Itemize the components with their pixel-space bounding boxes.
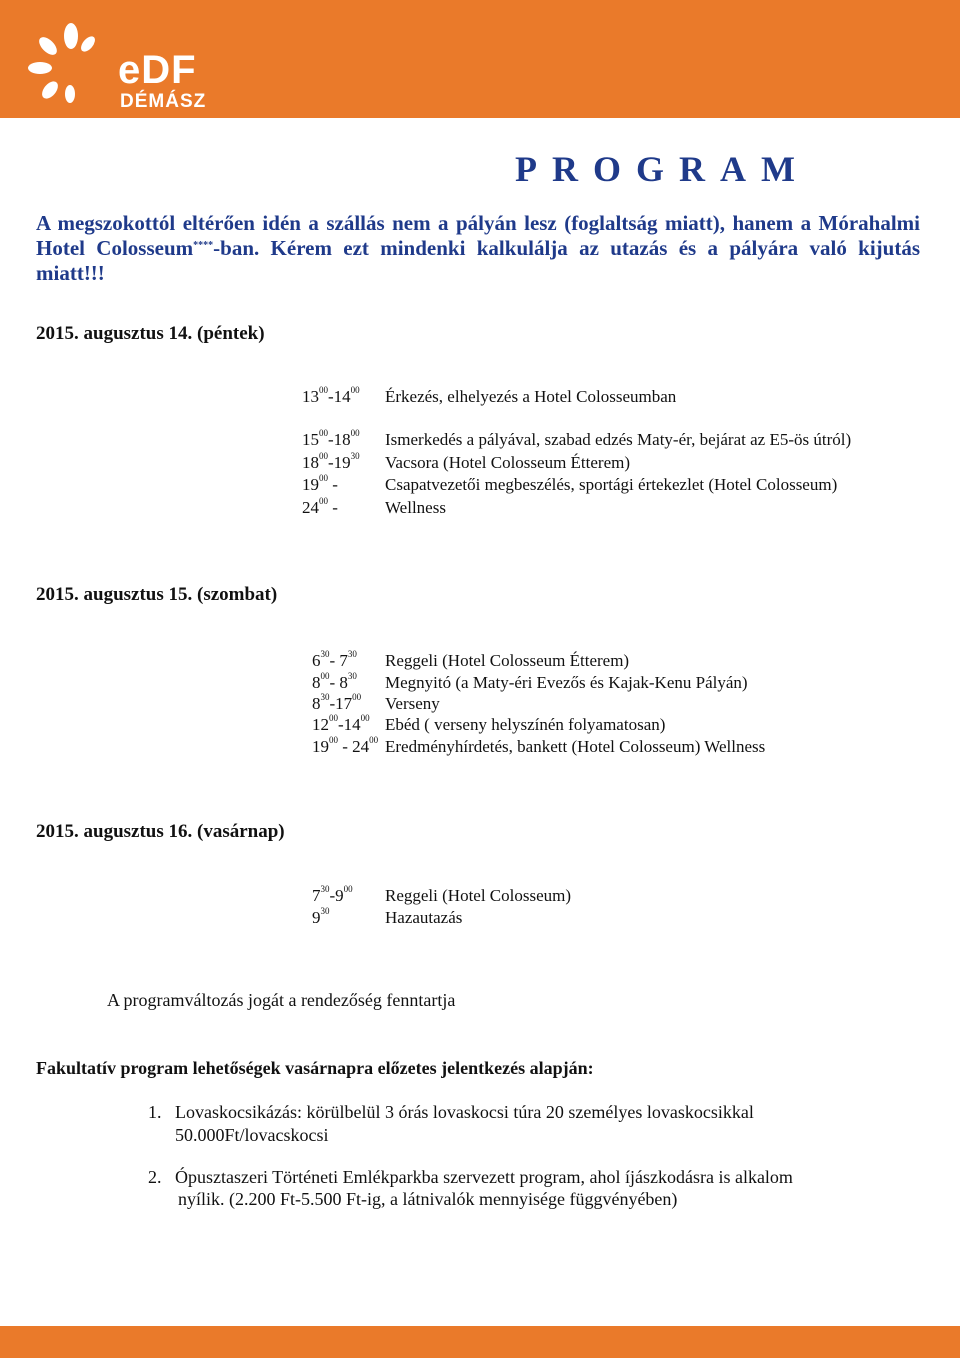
time-separator: - — [329, 673, 340, 692]
time-separator: - — [328, 387, 334, 406]
schedule-description: Ebéd ( verseny helyszínén folyamatosan) — [385, 715, 666, 734]
schedule-time — [302, 475, 338, 495]
time-start-minute: 00 — [329, 735, 338, 745]
time-separator: - — [329, 694, 336, 713]
time-end-hour: 19 — [333, 453, 351, 472]
schedule-time — [312, 886, 353, 906]
logo-brand-text: eDF — [118, 48, 197, 92]
time-start-hour: 18 — [302, 453, 319, 472]
time-start-minute: 00 — [319, 496, 328, 506]
time-end-minute: 00 — [350, 385, 360, 395]
time-end-hour: 24 — [352, 737, 370, 756]
time-start-minute: 30 — [320, 906, 330, 916]
optional-item-text: Ópusztaszeri Történeti Emlékparkba szervezett program, ahol íjászkodásra is alkalom — [175, 1167, 793, 1187]
schedule-description: Eredményhírdetés, bankett (Hotel Colosseum) Wellness — [385, 737, 766, 756]
notice-text-1: A megszokottól eltérően idén a szállás nem a pályán lesz (foglaltság miatt), hanem a Mórahalmi Hotel Colosseum — [36, 211, 920, 260]
day-heading: 2015. augusztus 16. (vasárnap) — [36, 821, 285, 842]
time-end-minute: 30 — [350, 451, 360, 461]
time-start-minute: 30 — [320, 884, 330, 894]
schedule-time — [312, 715, 370, 735]
schedule-time — [302, 430, 360, 450]
optional-item-number: 1. — [148, 1102, 162, 1122]
time-separator: - — [328, 498, 338, 517]
time-start-hour: 8 — [312, 694, 321, 713]
disclaimer-note: A programváltozás jogát a rendezőség fenntartja — [107, 990, 456, 1010]
time-end-hour: 14 — [343, 715, 361, 734]
time-start-minute: 00 — [320, 671, 330, 681]
edf-sunburst-icon — [26, 22, 116, 112]
schedule-description: Érkezés, elhelyezés a Hotel Colosseumban — [385, 387, 677, 406]
time-start-minute: 00 — [329, 713, 338, 723]
time-start-minute: 00 — [319, 473, 328, 483]
day-heading: 2015. augusztus 15. (szombat) — [36, 584, 278, 605]
schedule-description: Csapatvezetői megbeszélés, sportági értekezlet (Hotel Colosseum) — [385, 475, 838, 494]
time-separator: - — [329, 886, 336, 905]
optional-item-text: Lovaskocsikázás: körülbelül 3 órás lovaskocsi túra 20 személyes lovaskocsikkal — [175, 1102, 754, 1122]
time-start-hour: 6 — [312, 651, 321, 670]
schedule-description: Megnyitó (a Maty-éri Evezős és Kajak-Kenu Pályán) — [385, 673, 748, 692]
time-separator: - — [338, 737, 353, 756]
time-end-hour: 9 — [335, 886, 344, 905]
notice-paragraph — [36, 211, 920, 286]
time-start-hour: 24 — [302, 498, 319, 517]
time-end-hour: 18 — [333, 430, 351, 449]
schedule-time — [312, 651, 357, 671]
time-separator: - — [328, 475, 338, 494]
time-separator: - — [329, 651, 340, 670]
logo-sub-text: DÉMÁSZ — [120, 91, 207, 112]
schedule-time — [302, 498, 338, 518]
page-title: PROGRAM — [515, 149, 810, 189]
time-end-minute: 00 — [360, 713, 370, 723]
time-end-minute: 00 — [343, 884, 353, 894]
schedule-time — [302, 387, 360, 407]
time-start-hour: 19 — [302, 475, 319, 494]
hotel-stars: **** — [193, 240, 214, 251]
schedule-description: Hazautazás — [385, 908, 463, 927]
optional-item-number: 2. — [148, 1167, 162, 1187]
time-separator: - — [328, 453, 334, 472]
day-heading: 2015. augusztus 14. (péntek) — [36, 323, 265, 344]
time-start-hour: 9 — [312, 908, 321, 927]
time-start-minute: 30 — [320, 692, 330, 702]
time-end-minute: 30 — [347, 671, 357, 681]
optional-item-text-cont: nyílik. (2.200 Ft-5.500 Ft-ig, a látnivalók mennyisége függvényében) — [178, 1189, 678, 1209]
optional-program-heading: Fakultatív program lehetőségek vasárnapra előzetes jelentkezés alapján: — [36, 1058, 594, 1078]
time-end-minute: 00 — [352, 692, 362, 702]
edf-demasz-logo — [26, 22, 236, 114]
schedule-time — [312, 908, 330, 928]
time-start-minute: 00 — [319, 385, 328, 395]
time-start-minute: 00 — [319, 451, 328, 461]
schedule-time — [312, 737, 378, 757]
time-start-minute: 00 — [319, 428, 328, 438]
time-end-hour: 7 — [339, 651, 348, 670]
schedule-time — [302, 453, 360, 473]
time-start-hour: 19 — [312, 737, 329, 756]
schedule-description: Ismerkedés a pályával, szabad edzés Maty-ér, bejárat az E5-ös útról) — [385, 430, 852, 449]
schedule-description: Reggeli (Hotel Colosseum Étterem) — [385, 651, 630, 670]
schedule-description: Vacsora (Hotel Colosseum Étterem) — [385, 453, 631, 472]
time-end-minute: 00 — [369, 735, 379, 745]
time-start-hour: 7 — [312, 886, 321, 905]
time-end-minute: 30 — [347, 649, 357, 659]
time-separator: - — [328, 430, 334, 449]
time-end-hour: 14 — [333, 387, 351, 406]
time-start-hour: 8 — [312, 673, 321, 692]
schedule-description: Reggeli (Hotel Colosseum) — [385, 886, 572, 905]
schedule-time — [312, 694, 361, 714]
time-start-hour: 15 — [302, 430, 319, 449]
time-start-hour: 12 — [312, 715, 329, 734]
time-separator: - — [338, 715, 344, 734]
optional-item-text-cont: 50.000Ft/lovacskocsi — [175, 1125, 329, 1145]
time-end-minute: 00 — [350, 428, 360, 438]
time-start-hour: 13 — [302, 387, 319, 406]
schedule-time — [312, 673, 357, 693]
time-end-hour: 17 — [335, 694, 353, 713]
time-end-hour: 8 — [339, 673, 348, 692]
time-start-minute: 30 — [320, 649, 330, 659]
notice-text-2: -ban. Kérem ezt mindenki kalkulálja az utazás és a pályára való kijutás miatt!!! — [36, 236, 920, 285]
footer-band — [0, 1326, 960, 1358]
schedule-description: Verseny — [385, 694, 440, 713]
schedule-description: Wellness — [385, 498, 446, 517]
